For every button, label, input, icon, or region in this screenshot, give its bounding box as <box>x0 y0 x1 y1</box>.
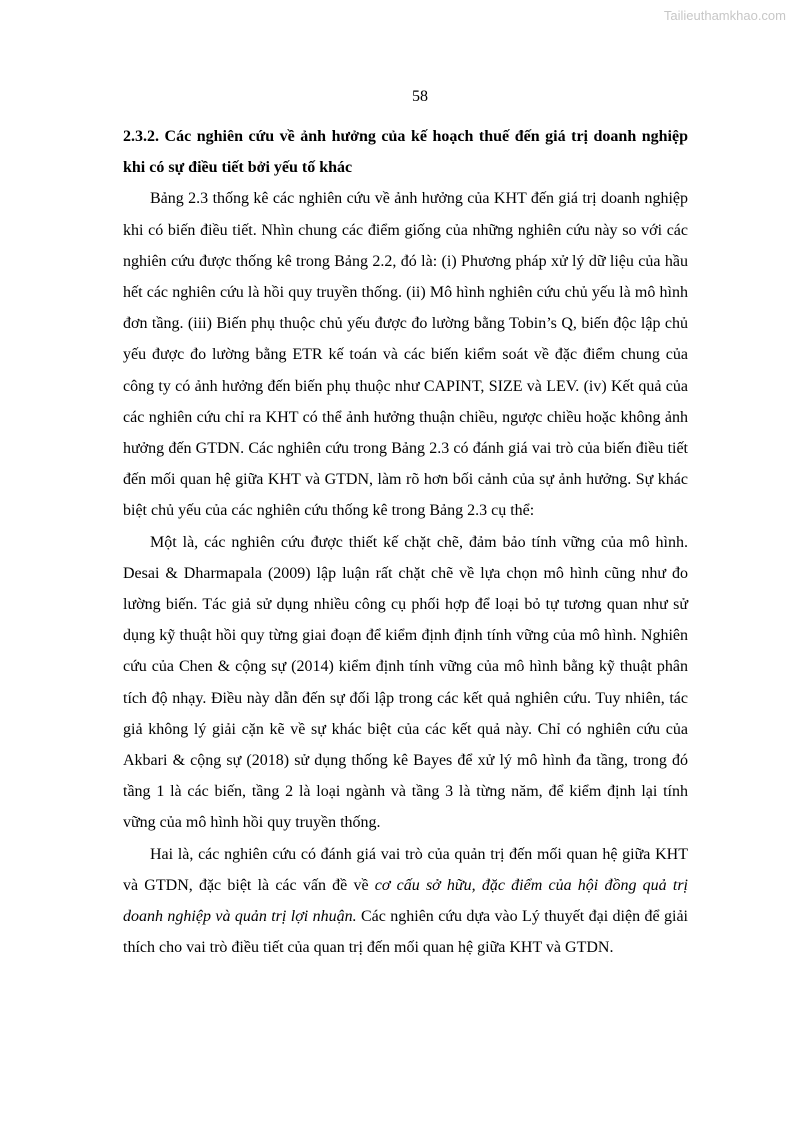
paragraph-1: Bảng 2.3 thống kê các nghiên cứu về ảnh hưởng của KHT đến giá trị doanh nghiệp khi có biến điều tiết. Nhìn chung các điểm giống của những nghiên cứu này so với các nghiên cứu được thống kê trong Bảng 2.2, đó là: (i) Phương pháp xử lý dữ liệu của hầu hết các nghiên cứu là hồi quy truyền thống. (ii) Mô hình nghiên cứu chủ yếu là mô hình đơn tầng. (iii) Biến phụ thuộc chủ yếu được đo lường bằng Tobin’s Q, biến độc lập chủ yếu được đo lường bằng ETR kế toán và các biến kiểm soát về đặc điểm chung của công ty có ảnh hưởng đến biến phụ thuộc như CAPINT, SIZE và LEV. (iv) Kết quả của các nghiên cứu chỉ ra KHT có thể ảnh hưởng thuận chiều, ngược chiều hoặc không ảnh hưởng đến GTDN. Các nghiên cứu trong Bảng 2.3 có đánh giá vai trò của biến điều tiết đến mối quan hệ giữa KHT và GTDN, làm rõ hơn bối cảnh của sự ảnh hưởng. Sự khác biệt chủ yếu của các nghiên cứu thống kê trong Bảng 2.3 cụ thể: <box>123 190 688 520</box>
paragraph-2: Một là, các nghiên cứu được thiết kế chặt chẽ, đảm bảo tính vững của mô hình. Desai & Dharmapala (2009) lập luận rất chặt chẽ về lựa chọn mô hình cũng như đo lường biến. Tác giả sử dụng nhiều công cụ phối hợp để loại bỏ tự tương quan như sử dụng kỹ thuật hồi quy từng giai đoạn để kiểm định định tính vững của mô hình. Nghiên cứu của Chen & cộng sự (2014) kiểm định tính vững của mô hình bằng kỹ thuật phân tích độ nhạy. Điều này dẫn đến sự đối lập trong các kết quả nghiên cứu. Tuy nhiên, tác giả không lý giải cặn kẽ về sự khác biệt của các kết quả này. Chỉ có nghiên cứu của Akbari & cộng sự (2018) sử dụng thống kê Bayes để xử lý mô hình đa tầng, trong đó tầng 1 là các biến, tầng 2 là loại ngành và tầng 3 là từng năm, để kiểm định lại tính vững của mô hình hồi quy truyền thống. <box>123 533 688 832</box>
paragraph-3 <box>123 839 688 964</box>
document-body <box>123 121 688 963</box>
paragraph-3-text-end: Các nghiên cứu dựa vào Lý thuyết đại diện để giải thích cho vai trò điều tiết của quan trị đến mối quan hệ giữa KHT và GTDN. <box>123 908 688 957</box>
paragraph-3-italic: cơ cấu sở hữu, đặc điểm của hội đồng quả trị doanh nghiệp và quản trị lợi nhuận. <box>123 876 689 926</box>
section-heading: 2.3.2. Các nghiên cứu về ảnh hưởng của kế hoạch thuế đến giá trị doanh nghiệp khi có sự điều tiết bởi yếu tố khác <box>123 128 688 177</box>
page-number: 58 <box>412 88 428 105</box>
paragraph-3-text-start: Hai là, các nghiên cứu có đánh giá vai trò của quản trị đến mối quan hệ giữa KHT và GTDN, đặc biệt là các vấn đề về <box>123 845 688 894</box>
watermark: Tailieuthamkhao.com <box>663 8 786 23</box>
